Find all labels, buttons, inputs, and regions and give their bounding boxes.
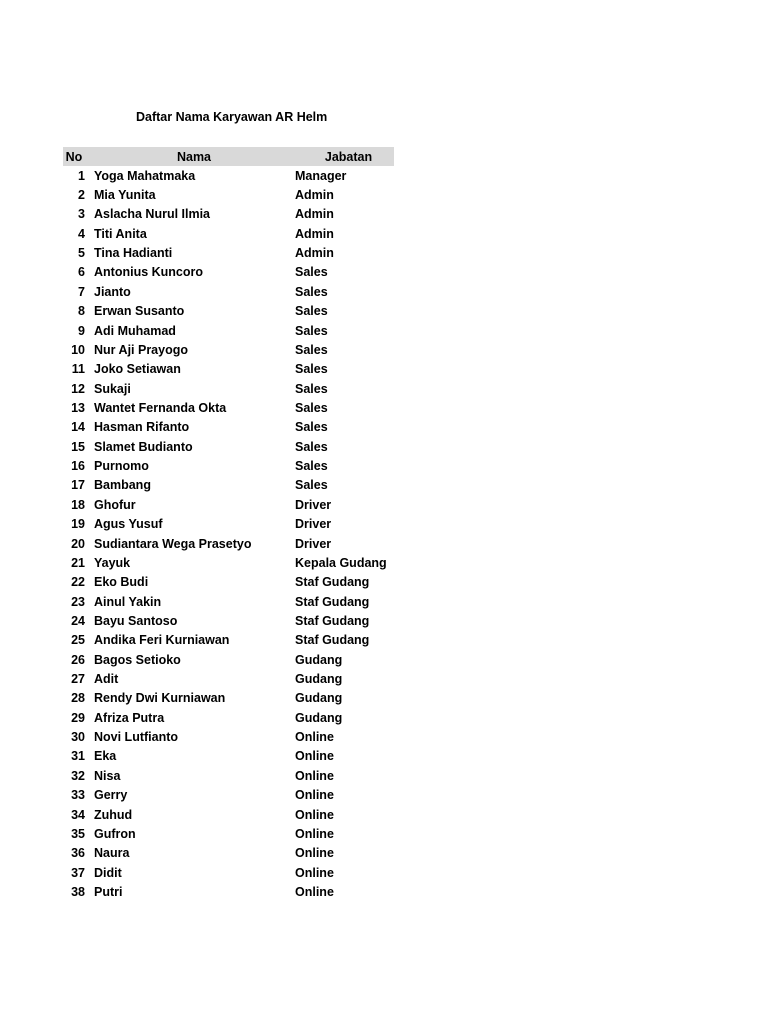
- cell-no: 27: [71, 672, 85, 687]
- table-row: [63, 379, 394, 398]
- cell-jabatan: Kepala Gudang: [295, 555, 387, 570]
- cell-jabatan: Online: [295, 768, 334, 783]
- cell-jabatan: Sales: [295, 400, 328, 415]
- cell-nama: Joko Setiawan: [94, 362, 181, 377]
- cell-no: 2: [78, 188, 85, 203]
- cell-jabatan: Online: [295, 884, 334, 899]
- table-row: [63, 476, 394, 495]
- cell-no: 37: [71, 865, 85, 880]
- cell-jabatan: Manager: [295, 168, 347, 183]
- cell-no: 7: [78, 284, 85, 299]
- cell-nama: Erwan Susanto: [94, 304, 185, 319]
- header-jabatan: Jabatan: [324, 149, 373, 164]
- cell-jabatan: Online: [295, 826, 334, 841]
- cell-nama: Naura: [94, 846, 130, 861]
- table-row: [63, 185, 394, 204]
- cell-jabatan: Sales: [295, 439, 328, 454]
- table-row: [63, 882, 394, 901]
- cell-no: 32: [71, 768, 85, 783]
- cell-nama: Bambang: [94, 478, 151, 493]
- cell-no: 21: [71, 555, 85, 570]
- table-row: [63, 766, 394, 785]
- cell-nama: Adi Muhamad: [94, 323, 176, 338]
- cell-no: 16: [71, 459, 85, 474]
- cell-nama: Zuhud: [94, 807, 133, 822]
- cell-no: 4: [78, 226, 85, 241]
- table-row: [63, 805, 394, 824]
- table-row: [63, 669, 394, 688]
- cell-nama: Tina Hadianti: [94, 246, 173, 261]
- cell-jabatan: Driver: [295, 497, 332, 512]
- table-row: [63, 747, 394, 766]
- cell-no: 14: [71, 420, 85, 435]
- cell-jabatan: Staf Gudang: [295, 594, 370, 609]
- table-row: [63, 534, 394, 553]
- cell-no: 18: [71, 497, 85, 512]
- table-row: [63, 360, 394, 379]
- table-row: [63, 321, 394, 340]
- cell-no: 28: [71, 691, 85, 706]
- cell-jabatan: Driver: [295, 517, 332, 532]
- table-row: [63, 282, 394, 301]
- employee-table: [63, 147, 394, 902]
- cell-jabatan: Admin: [295, 188, 334, 203]
- cell-nama: Gufron: [94, 826, 136, 841]
- cell-nama: Ainul Yakin: [94, 594, 162, 609]
- cell-nama: Afriza Putra: [94, 710, 165, 725]
- table-row: [63, 786, 394, 805]
- table-row: [63, 727, 394, 746]
- cell-nama: Bayu Santoso: [94, 613, 178, 628]
- cell-nama: Hasman Rifanto: [94, 420, 190, 435]
- table-body: [63, 166, 394, 902]
- cell-nama: Sukaji: [94, 381, 131, 396]
- cell-no: 11: [71, 362, 85, 377]
- table-row: [63, 708, 394, 727]
- cell-nama: Jianto: [94, 284, 131, 299]
- table-row: [63, 263, 394, 282]
- cell-jabatan: Staf Gudang: [295, 633, 370, 648]
- cell-no: 1: [78, 168, 85, 183]
- table-row: [63, 514, 394, 533]
- cell-jabatan: Online: [295, 730, 334, 745]
- cell-jabatan: Gudang: [295, 691, 343, 706]
- cell-nama: Purnomo: [94, 459, 149, 474]
- cell-no: 15: [71, 439, 85, 454]
- table-row: [63, 650, 394, 669]
- cell-no: 6: [78, 265, 85, 280]
- cell-no: 10: [71, 342, 85, 357]
- cell-jabatan: Online: [295, 807, 334, 822]
- cell-no: 38: [71, 884, 85, 899]
- table-row: [63, 456, 394, 475]
- cell-nama: Yayuk: [94, 555, 131, 570]
- header-no: No: [65, 149, 83, 164]
- cell-nama: Slamet Budianto: [94, 439, 193, 454]
- cell-nama: Nur Aji Prayogo: [94, 342, 188, 357]
- cell-jabatan: Admin: [295, 207, 334, 222]
- cell-no: 30: [71, 730, 85, 745]
- cell-jabatan: Staf Gudang: [295, 575, 370, 590]
- table-row: [63, 224, 394, 243]
- cell-nama: Gerry: [94, 788, 128, 803]
- cell-no: 35: [71, 826, 85, 841]
- cell-nama: Rendy Dwi Kurniawan: [94, 691, 226, 706]
- table-row: [63, 592, 394, 611]
- cell-no: 29: [71, 710, 85, 725]
- table-row: [63, 689, 394, 708]
- cell-nama: Yoga Mahatmaka: [94, 168, 196, 183]
- table-row: [63, 863, 394, 882]
- cell-jabatan: Gudang: [295, 652, 343, 667]
- header-nama: Nama: [176, 149, 212, 164]
- cell-no: 24: [71, 613, 85, 628]
- cell-jabatan: Sales: [295, 323, 328, 338]
- cell-jabatan: Sales: [295, 284, 328, 299]
- table-header-row: [63, 147, 394, 166]
- cell-nama: Agus Yusuf: [94, 517, 163, 532]
- table-row: [63, 418, 394, 437]
- cell-no: 19: [71, 517, 85, 532]
- cell-nama: Aslacha Nurul Ilmia: [94, 207, 211, 222]
- cell-jabatan: Online: [295, 788, 334, 803]
- cell-no: 31: [71, 749, 85, 764]
- cell-no: 13: [71, 400, 85, 415]
- cell-nama: Novi Lutfianto: [94, 730, 179, 745]
- cell-nama: Mia Yunita: [94, 188, 156, 203]
- cell-nama: Andika Feri Kurniawan: [94, 633, 230, 648]
- table-row: [63, 340, 394, 359]
- cell-jabatan: Gudang: [295, 672, 343, 687]
- cell-nama: Ghofur: [94, 497, 136, 512]
- cell-no: 8: [78, 304, 85, 319]
- cell-jabatan: Online: [295, 749, 334, 764]
- table-row: [63, 611, 394, 630]
- table-row: [63, 302, 394, 321]
- cell-nama: Wantet Fernanda Okta: [94, 400, 227, 415]
- cell-jabatan: Admin: [295, 226, 334, 241]
- cell-no: 20: [71, 536, 85, 551]
- cell-no: 36: [71, 846, 85, 861]
- cell-no: 3: [78, 207, 85, 222]
- table-row: [63, 166, 394, 185]
- cell-jabatan: Sales: [295, 362, 328, 377]
- table-row: [63, 573, 394, 592]
- cell-jabatan: Admin: [295, 246, 334, 261]
- table-row: [63, 844, 394, 863]
- cell-no: 9: [78, 323, 85, 338]
- cell-nama: Eko Budi: [94, 575, 149, 590]
- cell-nama: Didit: [94, 865, 122, 880]
- cell-no: 26: [71, 652, 85, 667]
- cell-jabatan: Sales: [295, 420, 328, 435]
- cell-jabatan: Sales: [295, 381, 328, 396]
- cell-no: 25: [71, 633, 85, 648]
- cell-jabatan: Staf Gudang: [295, 613, 370, 628]
- table-row: [63, 243, 394, 262]
- cell-no: 5: [78, 246, 85, 261]
- cell-jabatan: Sales: [295, 478, 328, 493]
- cell-jabatan: Sales: [295, 342, 328, 357]
- cell-nama: Antonius Kuncoro: [94, 265, 204, 280]
- table-row: [63, 495, 394, 514]
- cell-jabatan: Driver: [295, 536, 332, 551]
- cell-jabatan: Sales: [295, 304, 328, 319]
- table-row: [63, 631, 394, 650]
- cell-jabatan: Gudang: [295, 710, 343, 725]
- cell-no: 34: [71, 807, 85, 822]
- cell-jabatan: Online: [295, 846, 334, 861]
- table-row: [63, 437, 394, 456]
- table-row: [63, 824, 394, 843]
- cell-nama: Eka: [94, 749, 117, 764]
- cell-no: 23: [71, 594, 85, 609]
- cell-nama: Adit: [94, 672, 119, 687]
- cell-no: 33: [71, 788, 85, 803]
- cell-jabatan: Sales: [295, 459, 328, 474]
- table-row: [63, 205, 394, 224]
- document-title: Daftar Nama Karyawan AR Helm: [136, 110, 328, 124]
- cell-jabatan: Sales: [295, 265, 328, 280]
- cell-nama: Nisa: [94, 768, 121, 783]
- cell-nama: Sudiantara Wega Prasetyo: [94, 536, 252, 551]
- cell-nama: Titi Anita: [94, 226, 147, 241]
- cell-no: 17: [71, 478, 85, 493]
- cell-no: 12: [71, 381, 85, 396]
- cell-jabatan: Online: [295, 865, 334, 880]
- table-row: [63, 553, 394, 572]
- cell-nama: Putri: [94, 884, 123, 899]
- cell-nama: Bagos Setioko: [94, 652, 181, 667]
- cell-no: 22: [71, 575, 85, 590]
- table-row: [63, 398, 394, 417]
